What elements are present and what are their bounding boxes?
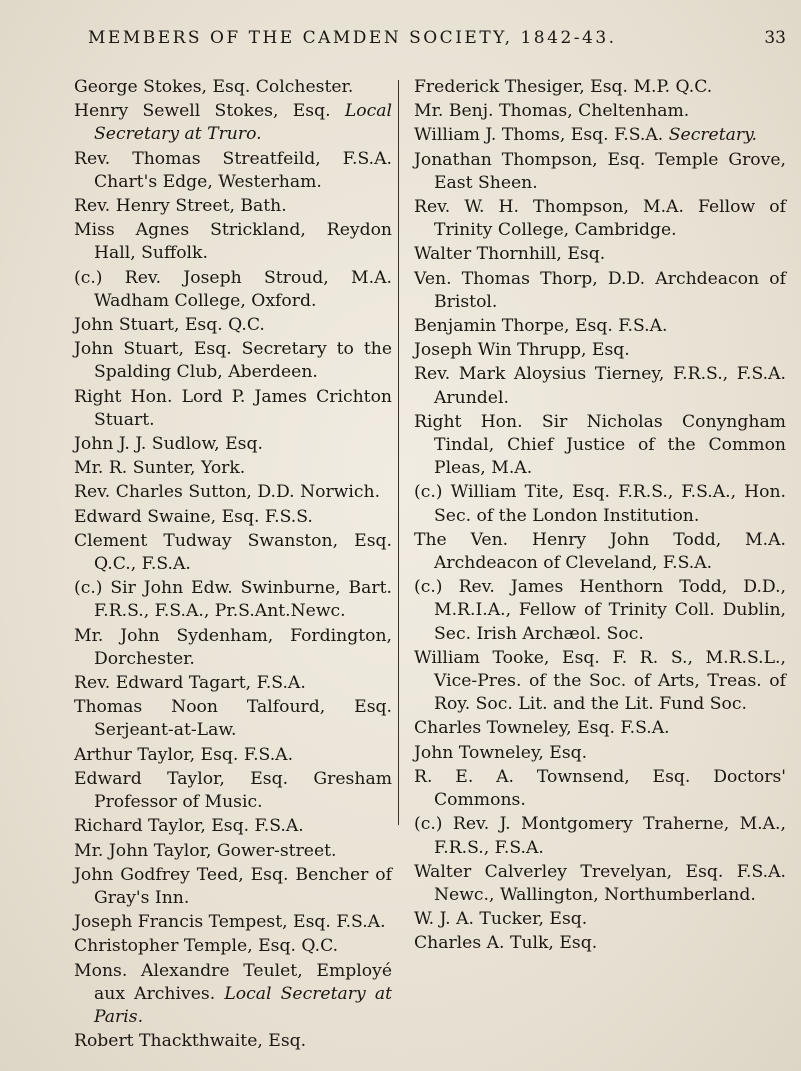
member-entry [414, 339, 786, 362]
member-entry [414, 76, 786, 99]
member-entry [74, 148, 392, 194]
member-name: Mr. Benj. Thomas, Cheltenham. [414, 101, 690, 122]
member-entry [74, 768, 392, 814]
header-title: MEMBERS OF THE CAMDEN SOCIETY, 1842-43. [88, 28, 617, 48]
member-name: The Ven. Henry John Todd, M.A. Archdeacon of Cleveland, F.S.A. [414, 529, 786, 574]
member-name: (c.) Rev. James Henthorn Todd, D.D., M.R.I.A., Fellow of Trinity Coll. Dublin, Sec. Irish Archæol. Soc. [414, 577, 786, 644]
right-column [414, 76, 786, 957]
member-name: William J. Thoms, Esq. F.S.A. [414, 125, 669, 146]
column-divider [398, 80, 399, 825]
member-name: Charles Towneley, Esq. F.S.A. [414, 718, 670, 739]
member-entry [74, 219, 392, 265]
member-entry [414, 908, 786, 931]
member-name: Walter Thornhill, Esq. [414, 244, 606, 265]
member-name: William Tooke, Esq. F. R. S., M.R.S.L., Vice-Pres. of the Soc. of Arts, Treas. of Roy. Soc. Lit. and the Lit. Fund Soc. [414, 647, 786, 715]
member-entry [74, 672, 392, 695]
member-entry [414, 932, 786, 955]
member-name: Benjamin Thorpe, Esq. F.S.A. [414, 316, 668, 337]
member-name: Mr. R. Sunter, York. [74, 458, 246, 479]
member-name: John Towneley, Esq. [414, 742, 588, 763]
member-name: (c.) Sir John Edw. Swinburne, Bart. F.R.S., F.S.A., Pr.S.Ant.Newc. [74, 578, 392, 622]
member-name: John Stuart, Esq. Secretary to the Spalding Club, Aberdeen. [74, 339, 392, 383]
member-name: Robert Thackthwaite, Esq. [74, 1031, 307, 1052]
member-entry [414, 742, 786, 765]
member-name: (c.) Rev. J. Montgomery Traherne, M.A., F.R.S., F.S.A. [414, 814, 786, 858]
member-entry [74, 815, 392, 838]
member-entry [414, 813, 786, 859]
member-name: John Godfrey Teed, Esq. Bencher of Gray's Inn. [74, 864, 392, 908]
member-entry [414, 268, 786, 314]
member-entry [414, 717, 786, 740]
member-entry [74, 577, 392, 623]
member-name: Mons. Alexandre Teulet, Employé aux Archives. [74, 960, 392, 1004]
member-name: Ven. Thomas Thorp, D.D. Archdeacon of Bristol. [414, 268, 786, 312]
member-name: Rev. Mark Aloysius Tierney, F.R.S., F.S.A. Arundel. [414, 364, 786, 408]
member-entry [74, 386, 392, 432]
member-name: Mr. John Taylor, Gower-street. [74, 840, 337, 861]
member-name: R. E. A. Townsend, Esq. Doctors' Commons. [414, 766, 786, 811]
member-name: Clement Tudway Swanston, Esq. Q.C., F.S.A. [74, 530, 392, 575]
member-entry [414, 363, 786, 409]
member-name: Joseph Francis Tempest, Esq. F.S.A. [74, 912, 386, 933]
member-entry [414, 576, 786, 646]
member-entry [74, 911, 392, 934]
member-entry [414, 647, 786, 717]
member-office: Local Secretary at Paris. [94, 983, 392, 1027]
member-entry [74, 864, 392, 910]
member-name: Edward Taylor, Esq. Gresham Professor of Music. [74, 768, 392, 813]
member-entry [414, 411, 786, 481]
member-entry [414, 766, 786, 812]
member-name: Rev. Charles Sutton, D.D. Norwich. [74, 482, 381, 503]
member-entry [74, 100, 392, 146]
member-name: Miss Agnes Strickland, Reydon Hall, Suffolk. [74, 220, 392, 264]
member-office: Local Secretary at Truro. [94, 101, 392, 145]
member-office: Secretary. [668, 125, 757, 146]
member-name: Rev. W. H. Thompson, M.A. Fellow of Trinity College, Cambridge. [414, 197, 786, 241]
member-entry [74, 195, 392, 218]
member-name: Frederick Thesiger, Esq. M.P. Q.C. [414, 77, 713, 97]
member-entry [74, 625, 392, 671]
member-entry [74, 76, 392, 99]
member-name: John J. J. Sudlow, Esq. [74, 434, 263, 455]
member-entry [74, 481, 392, 504]
member-name: Walter Calverley Trevelyan, Esq. F.S.A. Newc., Wallington, Northumberland. [414, 861, 786, 905]
member-entry [74, 338, 392, 384]
member-entry [74, 960, 392, 1030]
member-name: (c.) William Tite, Esq. F.R.S., F.S.A., Hon. Sec. of the London Institution. [414, 482, 786, 526]
member-entry [74, 1030, 392, 1053]
member-name: Edward Swaine, Esq. F.S.S. [74, 506, 313, 527]
member-entry [74, 935, 392, 958]
member-name: Christopher Temple, Esq. Q.C. [74, 936, 339, 957]
member-entry [74, 696, 392, 742]
member-entry [414, 529, 786, 575]
member-entry [414, 243, 786, 266]
member-name: Thomas Noon Talfourd, Esq. Serjeant-at-Law. [74, 697, 392, 741]
member-entry [74, 457, 392, 480]
member-entry [414, 149, 786, 195]
member-name: (c.) Rev. Joseph Stroud, M.A. Wadham College, Oxford. [74, 267, 392, 311]
member-entry [74, 506, 392, 529]
member-entry [74, 267, 392, 313]
running-header [88, 28, 788, 48]
page-number: 33 [764, 28, 786, 48]
member-entry [414, 315, 786, 338]
member-entry [74, 744, 392, 767]
member-entry [74, 433, 392, 456]
member-entry [74, 840, 392, 863]
member-entry [74, 314, 392, 337]
left-column [74, 76, 392, 1054]
member-name: W. J. A. Tucker, Esq. [414, 909, 588, 930]
member-name: Joseph Win Thrupp, Esq. [414, 340, 630, 361]
member-entry [414, 861, 786, 907]
member-name: Rev. Henry Street, Bath. [74, 196, 287, 217]
member-name: Richard Taylor, Esq. F.S.A. [74, 816, 304, 837]
member-entry [414, 481, 786, 527]
member-name: Right Hon. Lord P. James Crichton Stuart. [74, 386, 392, 430]
member-name: Right Hon. Sir Nicholas Conyngham Tindal, Chief Justice of the Common Pleas, M.A. [414, 411, 786, 479]
member-entry [414, 124, 786, 147]
member-name: Rev. Edward Tagart, F.S.A. [74, 673, 306, 694]
member-name: Arthur Taylor, Esq. F.S.A. [74, 744, 294, 765]
member-name: George Stokes, Esq. Colchester. [74, 77, 354, 97]
member-name: Jonathan Thompson, Esq. Temple Grove, East Sheen. [414, 149, 786, 193]
member-name: Rev. Thomas Streatfeild, F.S.A. Chart's Edge, Westerham. [74, 148, 392, 192]
member-name: John Stuart, Esq. Q.C. [74, 315, 265, 336]
member-name: Charles A. Tulk, Esq. [414, 933, 598, 954]
member-entry [414, 100, 786, 123]
member-entry [74, 530, 392, 576]
member-entry [414, 196, 786, 242]
member-name: Henry Sewell Stokes, Esq. [74, 101, 345, 122]
member-name: Mr. John Sydenham, Fordington, Dorchester. [74, 625, 392, 669]
